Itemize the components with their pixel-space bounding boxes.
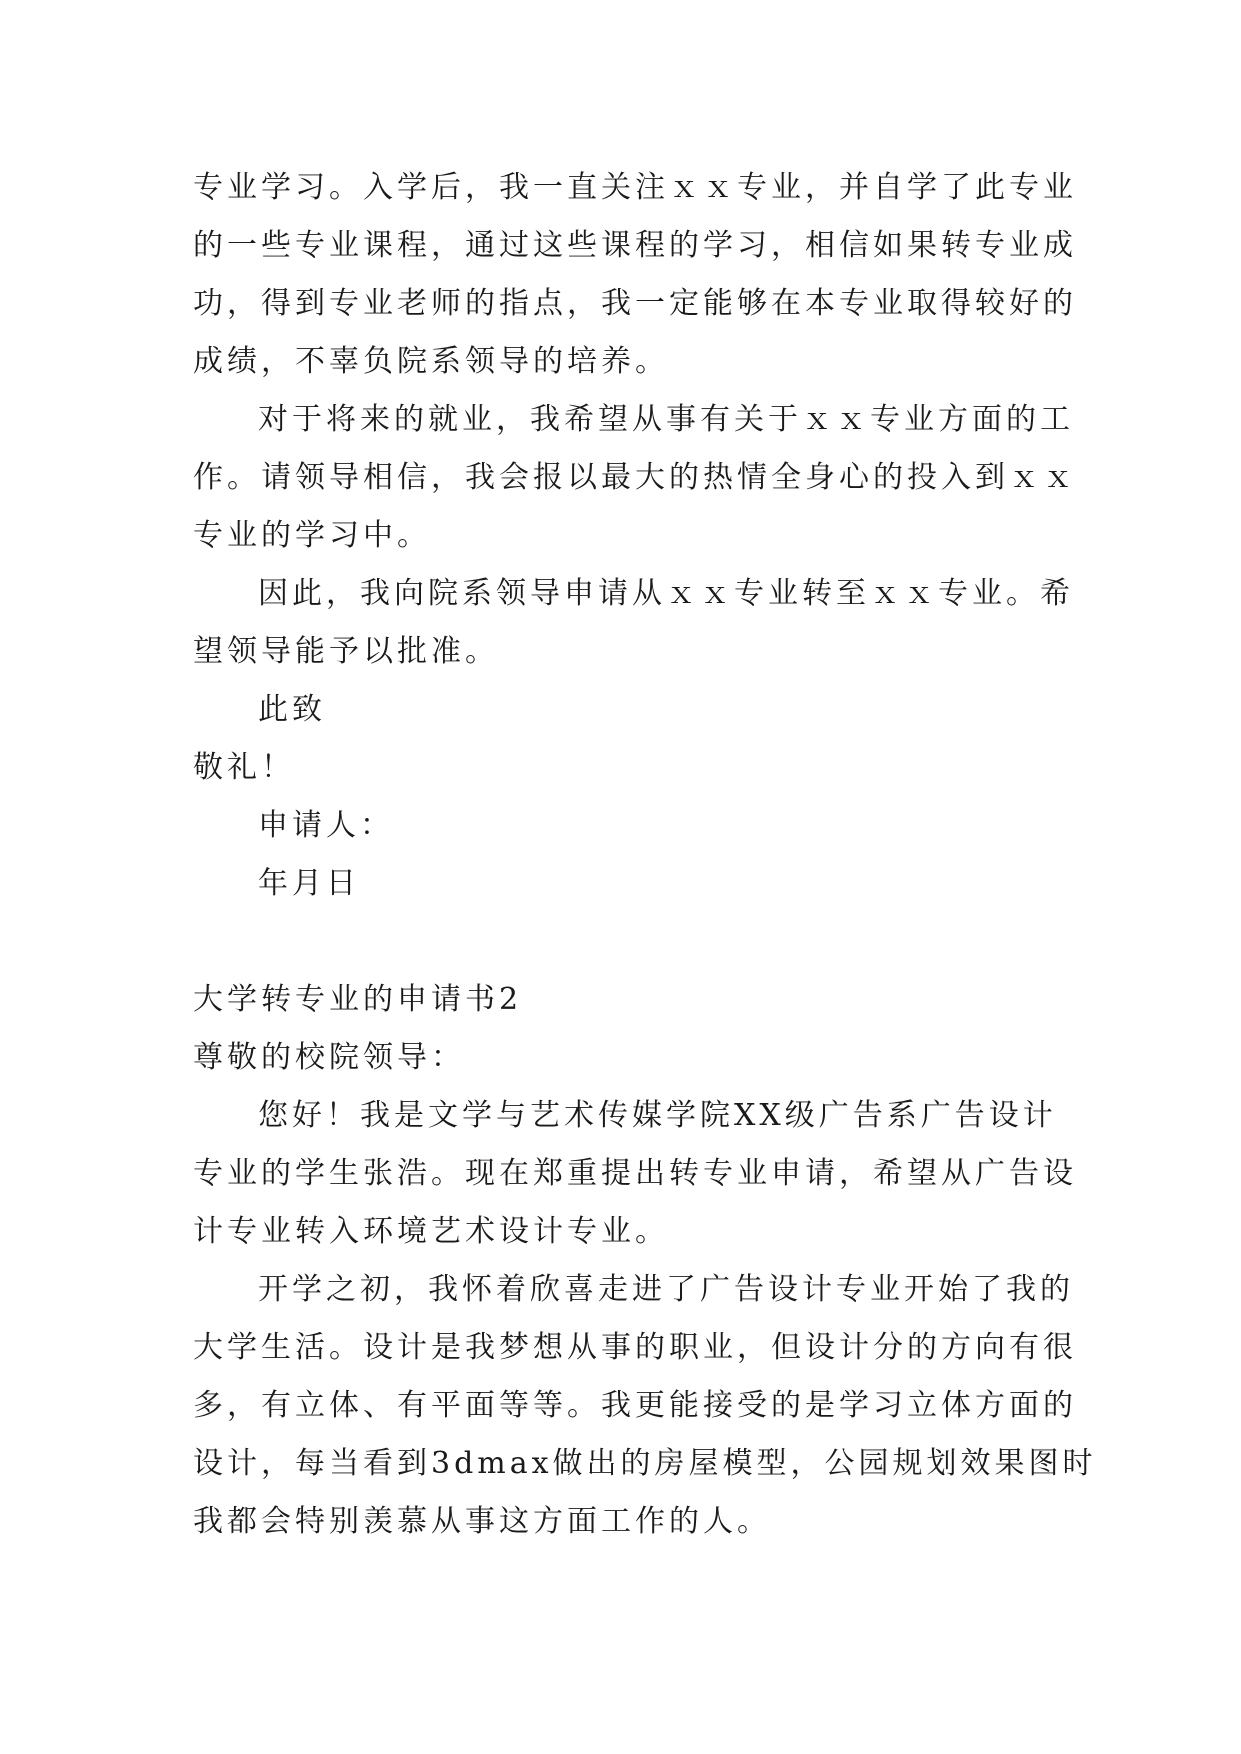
paragraph-line: 大学生活。设计是我梦想从事的职业，但设计分的方向有很 [193,1330,1077,1365]
section-title: 大学转专业的申请书2 [193,982,523,1017]
paragraph-line: 望领导能予以批准。 [193,634,499,669]
closing-regards: 敬礼！ [193,750,295,785]
paragraph-line: 多，有立体、有平面等等。我更能接受的是学习立体方面的 [193,1388,1077,1423]
paragraph-line: 您好！我是文学与艺术传媒学院XX级广告系广告设计 [258,1098,1057,1133]
paragraph-line: 成绩，不辜负院系领导的培养。 [193,344,669,379]
greeting: 尊敬的校院领导： [193,1040,465,1075]
paragraph-line: 专业的学生张浩。现在郑重提出转专业申请，希望从广告设 [193,1156,1077,1191]
closing-salutation: 此致 [258,692,326,727]
applicant-label: 申请人： [258,808,394,843]
paragraph-line: 功，得到专业老师的指点，我一定能够在本专业取得较好的 [193,286,1077,321]
paragraph-line: 我都会特别羡慕从事这方面工作的人。 [193,1504,771,1539]
paragraph-line: 的一些专业课程，通过这些课程的学习，相信如果转专业成 [193,228,1077,263]
paragraph-line: 作。请领导相信，我会报以最大的热情全身心的投入到ｘｘ [193,460,1077,495]
date-label: 年月日 [258,866,360,901]
paragraph-line: 计专业转入环境艺术设计专业。 [193,1214,669,1249]
paragraph-line: 设计，每当看到3dmax做出的房屋模型，公园规划效果图时 [193,1446,1097,1481]
paragraph-line: 专业学习。入学后，我一直关注ｘｘ专业，并自学了此专业 [193,170,1077,205]
paragraph-line: 开学之初，我怀着欣喜走进了广告设计专业开始了我的 [258,1272,1074,1307]
paragraph-line: 专业的学习中。 [193,518,431,553]
paragraph-line: 对于将来的就业，我希望从事有关于ｘｘ专业方面的工 [258,402,1074,437]
paragraph-line: 因此，我向院系领导申请从ｘｘ专业转至ｘｘ专业。希 [258,576,1074,611]
